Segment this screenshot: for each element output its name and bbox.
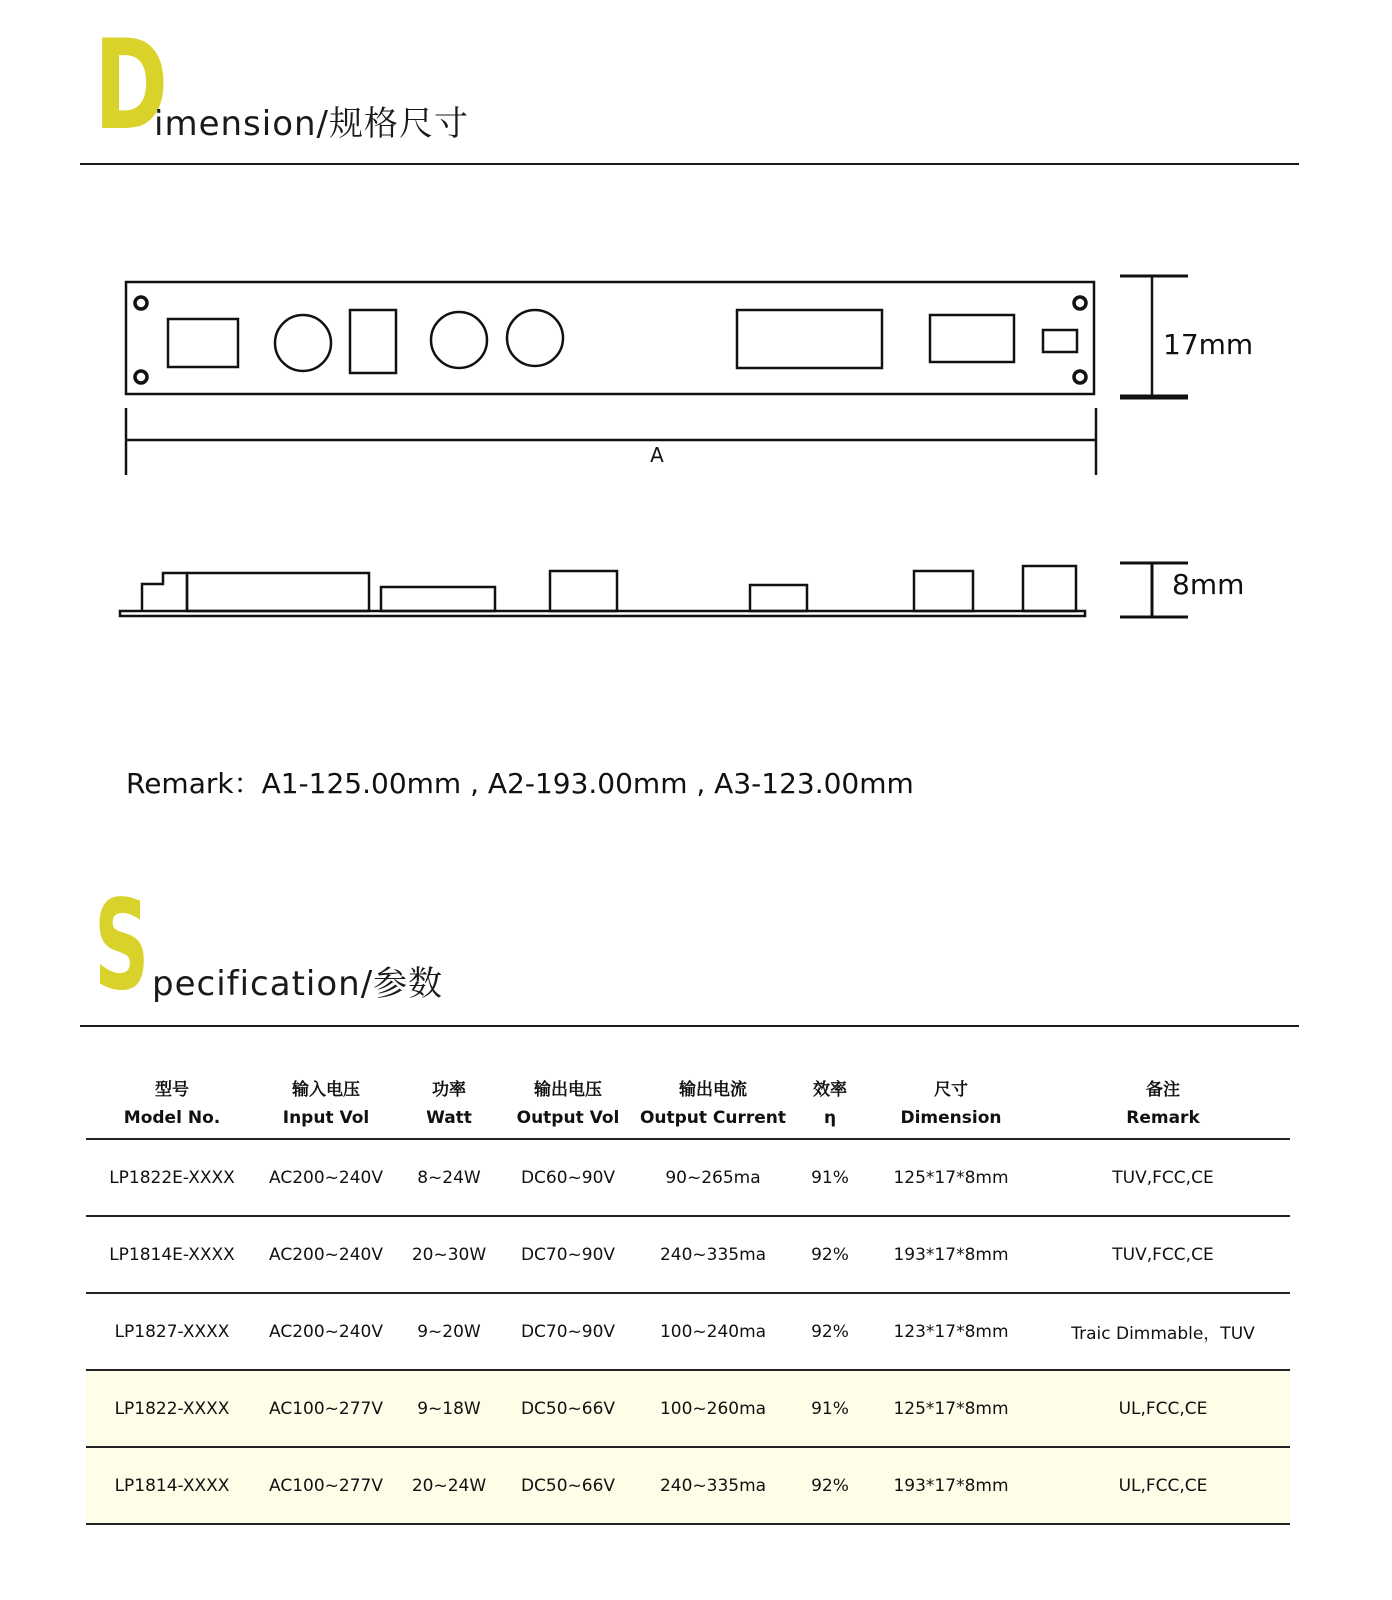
cell-model: LP1822-XXXX — [86, 1370, 258, 1447]
cell-output-vol: DC70~90V — [504, 1216, 632, 1293]
table-row — [86, 1447, 1290, 1524]
cell-efficiency: 92% — [794, 1216, 866, 1293]
height-label: 17mm — [1163, 328, 1254, 361]
component — [168, 319, 238, 367]
header-model: 型号 Model No. — [123, 1080, 221, 1128]
cell-output-vol: DC50~66V — [504, 1370, 632, 1447]
cell-output-vol: DC70~90V — [504, 1293, 632, 1370]
cell-efficiency: 91% — [794, 1370, 866, 1447]
component — [1043, 330, 1077, 352]
dimension-drawing — [0, 0, 1392, 720]
cell-remark: TUV,FCC,CE — [1036, 1139, 1290, 1216]
cell-input-vol: AC200~240V — [258, 1293, 394, 1370]
specification-rule — [80, 1025, 1299, 1027]
board-side-view — [120, 566, 1085, 616]
mount-hole — [135, 371, 147, 383]
component — [275, 315, 331, 371]
length-dimension — [126, 408, 1096, 475]
cell-remark: UL,FCC,CE — [1036, 1447, 1290, 1524]
mount-hole — [1074, 297, 1086, 309]
table-header-row — [86, 1072, 1290, 1139]
mount-hole — [135, 297, 147, 309]
cell-model: LP1822E-XXXX — [86, 1139, 258, 1216]
cell-output-current: 240~335ma — [632, 1447, 794, 1524]
component — [507, 310, 563, 366]
cell-watt: 20~30W — [394, 1216, 504, 1293]
header-output-vol: 输出电压 Output Vol — [516, 1080, 620, 1128]
cell-remark: UL,FCC,CE — [1036, 1370, 1290, 1447]
header-output-current: 输出电流 Output Current — [639, 1080, 787, 1128]
component — [930, 315, 1014, 362]
cell-remark: Traic Dimmable，TUV — [1036, 1293, 1290, 1370]
cell-remark: TUV,FCC,CE — [1036, 1216, 1290, 1293]
specification-initial: S — [94, 874, 147, 1018]
header-efficiency: 效率 η — [813, 1080, 847, 1128]
header-remark: 备注 Remark — [1126, 1080, 1200, 1128]
cell-efficiency: 92% — [794, 1447, 866, 1524]
cell-input-vol: AC100~277V — [258, 1370, 394, 1447]
board-top-view — [126, 282, 1094, 394]
header-watt: 功率 Watt — [426, 1080, 472, 1128]
cell-model: LP1814-XXXX — [86, 1447, 258, 1524]
cell-output-current: 100~260ma — [632, 1370, 794, 1447]
length-label: A — [650, 443, 664, 467]
cell-model: LP1827-XXXX — [86, 1293, 258, 1370]
specification-table — [86, 1072, 1290, 1525]
dimension-initial: D — [94, 14, 166, 158]
cell-output-current: 240~335ma — [632, 1216, 794, 1293]
cell-model: LP1814E-XXXX — [86, 1216, 258, 1293]
cell-efficiency: 91% — [794, 1139, 866, 1216]
cell-efficiency: 92% — [794, 1293, 866, 1370]
cell-input-vol: AC200~240V — [258, 1216, 394, 1293]
cell-dimension: 193*17*8mm — [866, 1447, 1036, 1524]
cell-dimension: 125*17*8mm — [866, 1370, 1036, 1447]
header-input-vol: 输入电压 Input Vol — [282, 1080, 370, 1128]
cell-input-vol: AC200~240V — [258, 1139, 394, 1216]
component — [350, 310, 396, 373]
cell-watt: 8~24W — [394, 1139, 504, 1216]
table-row — [86, 1293, 1290, 1370]
cell-output-current: 90~265ma — [632, 1139, 794, 1216]
mount-hole — [1074, 371, 1086, 383]
cell-watt: 9~20W — [394, 1293, 504, 1370]
cell-input-vol: AC100~277V — [258, 1447, 394, 1524]
table-row — [86, 1139, 1290, 1216]
cell-dimension: 125*17*8mm — [866, 1139, 1036, 1216]
cell-watt: 9~18W — [394, 1370, 504, 1447]
cell-output-current: 100~240ma — [632, 1293, 794, 1370]
cell-dimension: 193*17*8mm — [866, 1216, 1036, 1293]
cell-dimension: 123*17*8mm — [866, 1293, 1036, 1370]
cell-output-vol: DC50~66V — [504, 1447, 632, 1524]
thickness-label: 8mm — [1172, 568, 1245, 601]
dimension-remark: Remark：A1-125.00mm , A2-193.00mm , A3-123.00mm — [126, 767, 914, 800]
dimension-title: imension/规格尺寸 — [154, 104, 469, 144]
cell-watt: 20~24W — [394, 1447, 504, 1524]
component — [431, 312, 487, 368]
specification-title: pecification/参数 — [152, 964, 444, 1004]
table-row — [86, 1370, 1290, 1447]
header-dimension: 尺寸 Dimension — [900, 1080, 1002, 1128]
cell-output-vol: DC60~90V — [504, 1139, 632, 1216]
table-row — [86, 1216, 1290, 1293]
component — [737, 310, 882, 368]
